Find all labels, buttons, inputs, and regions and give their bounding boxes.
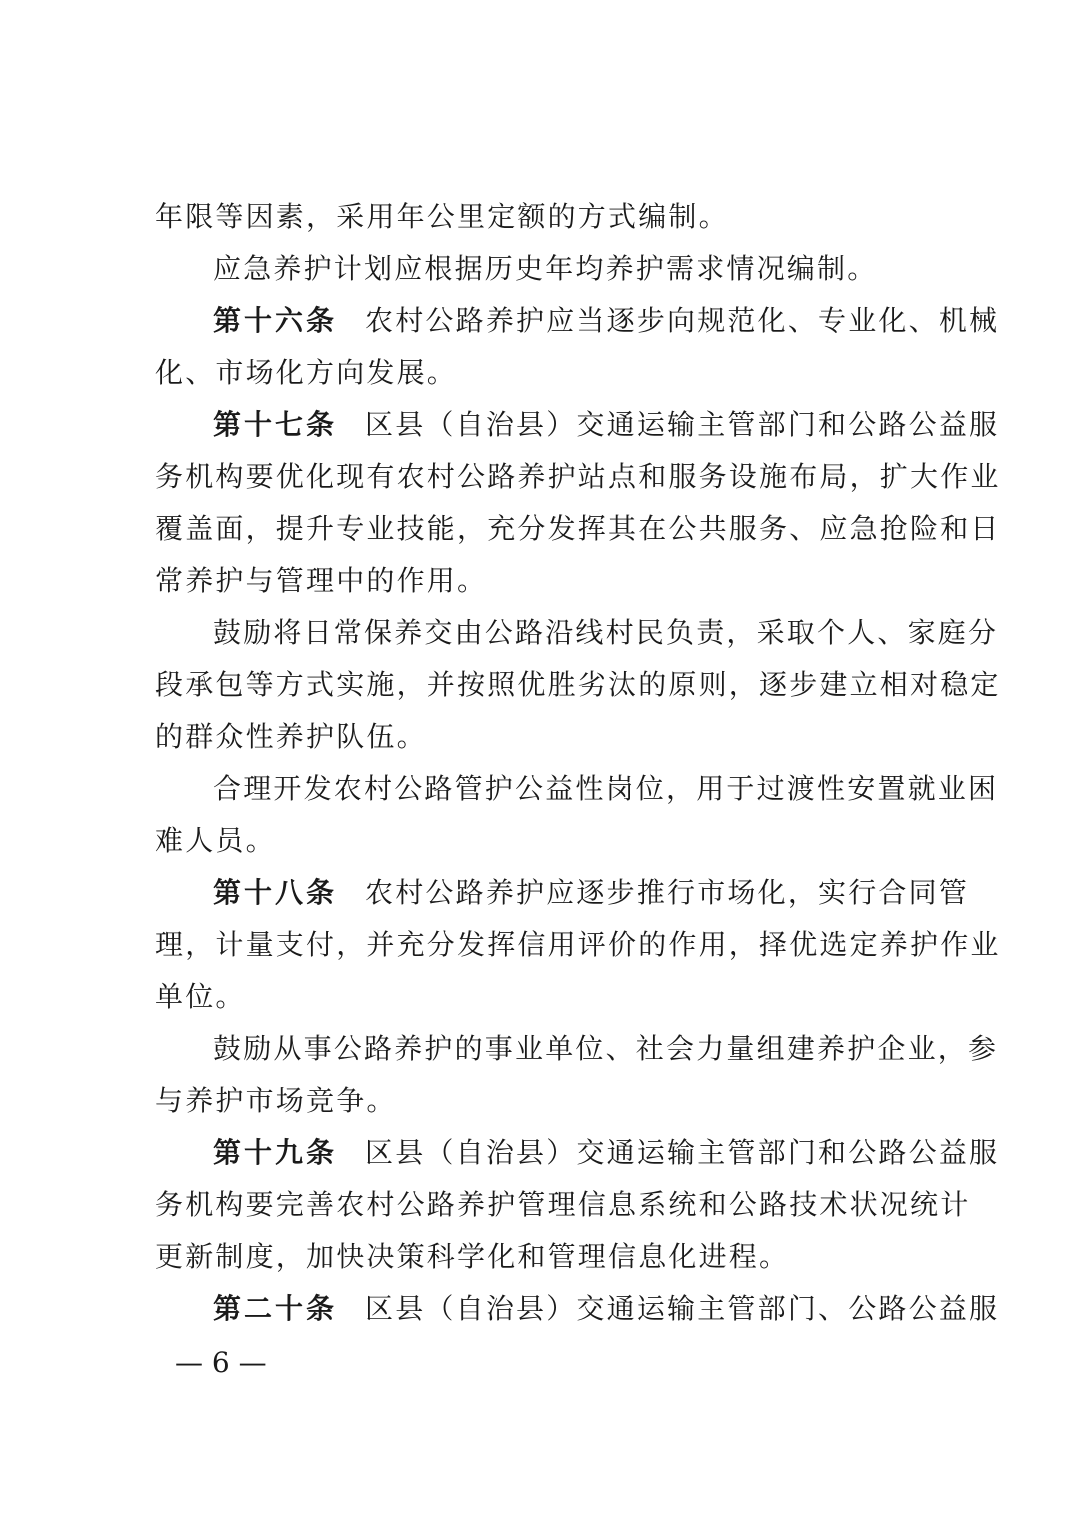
article-17-number: 第十七条 — [213, 408, 338, 441]
text-line: 段承包等方式实施，并按照优胜劣汰的原则，逐步建立相对稳定 — [155, 668, 1001, 701]
page-number: — 6 — — [175, 1346, 267, 1379]
article-18-number: 第十八条 — [213, 876, 338, 909]
text-span: 区县（自治县）交通运输主管部门、公路公益服 — [365, 1292, 1000, 1325]
text-line: 难人员。 — [155, 824, 276, 857]
text-line: 务机构要优化现有农村公路养护站点和服务设施布局，扩大作业 — [155, 460, 1001, 493]
article-19-number: 第十九条 — [213, 1136, 338, 1169]
text-line: 合理开发农村公路管护公益性岗位，用于过渡性安置就业困 — [213, 772, 999, 805]
text-line: 鼓励将日常保养交由公路沿线村民负责，采取个人、家庭分 — [213, 616, 999, 649]
article-17-line — [213, 407, 1013, 443]
text-span: 农村公路养护应当逐步向规范化、专业化、机械 — [365, 304, 1000, 337]
text-line: 常养护与管理中的作用。 — [155, 564, 488, 597]
article-16-line — [213, 303, 1013, 339]
article-18-line — [213, 875, 1013, 911]
text-line: 年限等因素，采用年公里定额的方式编制。 — [155, 200, 729, 233]
text-line: 鼓励从事公路养护的事业单位、社会力量组建养护企业，参 — [213, 1032, 999, 1065]
text-span: 区县（自治县）交通运输主管部门和公路公益服 — [365, 1136, 1000, 1169]
text-line: 务机构要完善农村公路养护管理信息系统和公路技术状况统计 — [155, 1188, 971, 1221]
text-line: 的群众性养护队伍。 — [155, 720, 427, 753]
article-16-number: 第十六条 — [213, 304, 338, 337]
text-line: 单位。 — [155, 980, 246, 1013]
article-20-line — [213, 1291, 1013, 1327]
text-line: 覆盖面，提升专业技能，充分发挥其在公共服务、应急抢险和日 — [155, 512, 1001, 545]
text-line: 更新制度，加快决策科学化和管理信息化进程。 — [155, 1240, 790, 1273]
text-line: 化、市场化方向发展。 — [155, 356, 458, 389]
article-19-line — [213, 1135, 1013, 1171]
text-span: 农村公路养护应逐步推行市场化，实行合同管 — [365, 876, 970, 909]
text-line: 理，计量支付，并充分发挥信用评价的作用，择优选定养护作业 — [155, 928, 1001, 961]
article-20-number: 第二十条 — [213, 1292, 338, 1325]
text-line: 与养护市场竞争。 — [155, 1084, 397, 1117]
text-span: 区县（自治县）交通运输主管部门和公路公益服 — [365, 408, 1000, 441]
text-line: 应急养护计划应根据历史年均养护需求情况编制。 — [213, 252, 878, 285]
